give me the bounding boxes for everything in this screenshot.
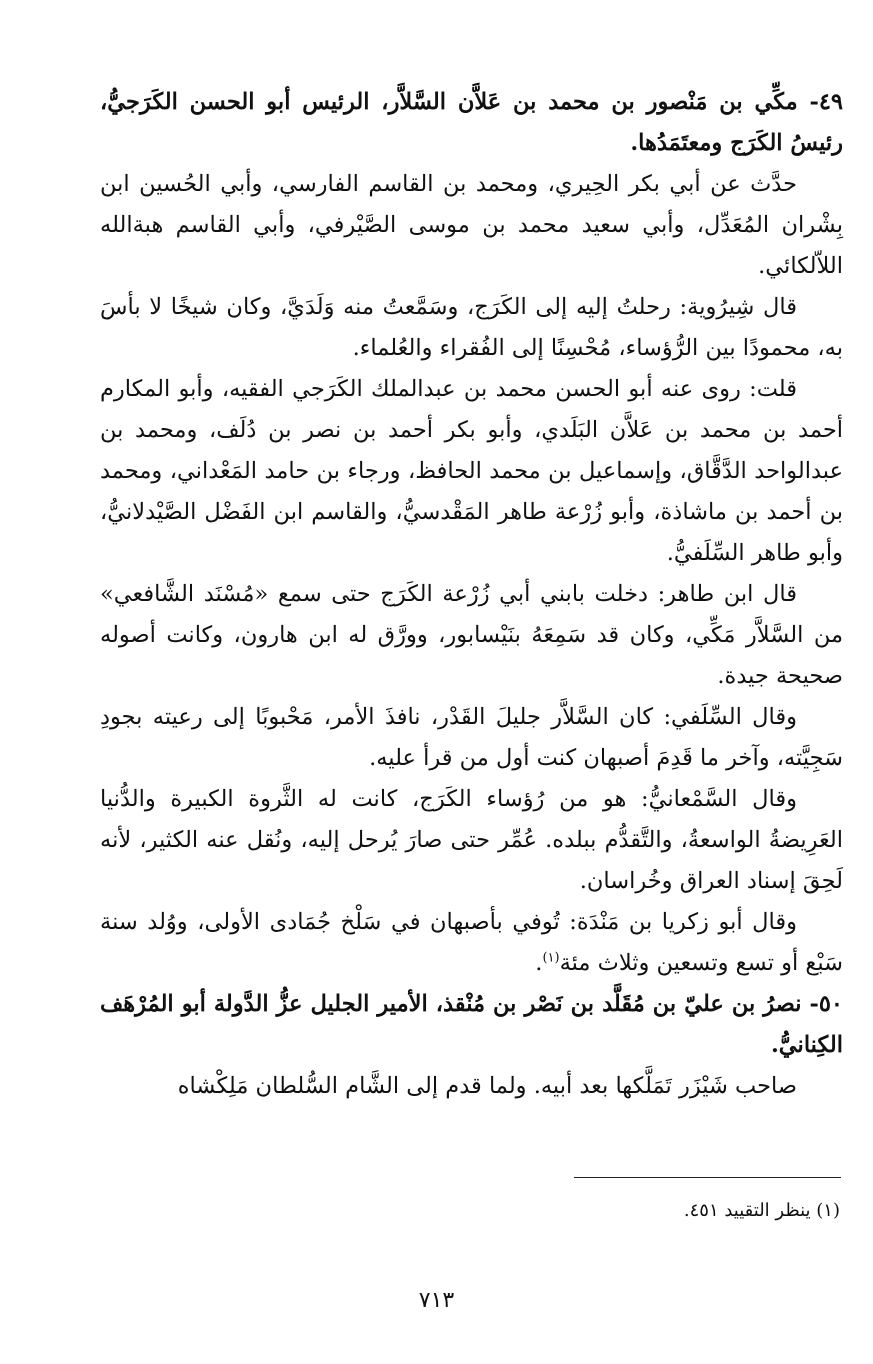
entry-49-silafi-quote: وقال السِّلَفي: كان السَّلاَّر جليلَ القَدْر، نافذَ الأمر، مَحْبوبًا إلى رعيته بجودِ سَجِيَّته، وآخر ما قَدِمَ أصبهان كنت أول من قرأ عليه. [100,704,843,771]
entry-49-ibn-tahir-quote: قال ابن طاهر: دخلت بابني أبي زُرْعة الكَرَج حتى سمع «مُسْنَد الشَّافعي» من السَّلاَّر مَكِّي، وكان قد سَمِعَهُ بنَيْسابور، وورَّق له ابن هارون، وكانت أصوله صحيحة جيدة. [100,581,843,689]
entry-49-shiruya-quote: قال شِيرُوية: رحلتُ إليه إلى الكَرَج، وسَمَّعتُ منه وَلَدَيَّ، وكان شيخًا لا بأسَ به، محمودًا بين الرُّؤساء، مُحْسِنًا إلى الفُقراء والعُلماء. [100,294,843,361]
entry-50-heading: ٥٠- نصرُ بن عليّ بن مُقَلَّد بن نَصْر بن مُنْقذ، الأمير الجليل عزُّ الدَّولة أبو المُرْهَف الكِنانيُّ. [100,991,843,1058]
page-number: ٧١٣ [418,1288,455,1313]
entry-49-students: قلت: روى عنه أبو الحسن محمد بن عبدالملك الكَرَجي الفقيه، وأبو المكارم أحمد بن محمد بن عَلاَّن البَلَدي، وأبو بكر أحمد بن نصر بن دُلَف، ومحمد بن عبدالواحد الدَّقَّاق، وإسماعيل بن محمد الحافظ، ورجاء بن حامد المَعْداني، ومحمد بن أحمد بن ماشاذة، وأبو زُرْعة طاهر المَقْدسيُّ، والقاسم ابن الفَضْل الصَّيْدلانيُّ، وأبو طاهر السِّلَفيُّ. [100,376,843,566]
footnote: (١) ينظر التقييد ٤٥١. [683,1200,840,1221]
entry-49-heading: ٤٩- مكِّي بن مَنْصور بن محمد بن عَلاَّن السَّلاَّر، الرئيس أبو الحسن الكَرَجيُّ، رئيسُ الكَرَج ومعتَمَدُها. [100,89,843,156]
death-note-text: وقال أبو زكريا بن مَنْدَة: تُوفي بأصبهان في سَلْخ جُمَادى الأولى، ووُلد سنة سَبْع أو تسع وتسعين وثلاث مئة [100,909,843,976]
footnote-marker[interactable]: (١) [542,950,560,966]
entry-49-narrators: حدَّث عن أبي بكر الحِيري، ومحمد بن القاسم الفارسي، وأبي الحُسين ابن بِشْران المُعَدِّل، وأبي سعيد محمد بن موسى الصَّيْرفي، وأبي القاسم هبةالله اللاّلكائي. [100,171,843,279]
entry-49-samani-quote: وقال السَّمْعانيُّ: هو من رُؤساء الكَرَج، كانت له الثَّروة الكبيرة والدُّنيا العَرِيضةُ الواسعةُ، والتَّقدُّم ببلده. عُمِّر حتى صارَ يُرحل إليه، ونُقل عنه الكثير، لأنه لَحِقَ إسناد العراق وخُراسان. [100,786,843,894]
main-text [100,82,843,1107]
entry-49-death-note [100,902,843,984]
death-note-tail: . [535,950,543,976]
footnote-separator [574,1177,841,1178]
entry-50-body: صاحب شَيْزَر تَمَلَّكها بعد أبيه. ولما قدم إلى الشَّام السُّلطان مَلِكْشاه [177,1073,797,1099]
